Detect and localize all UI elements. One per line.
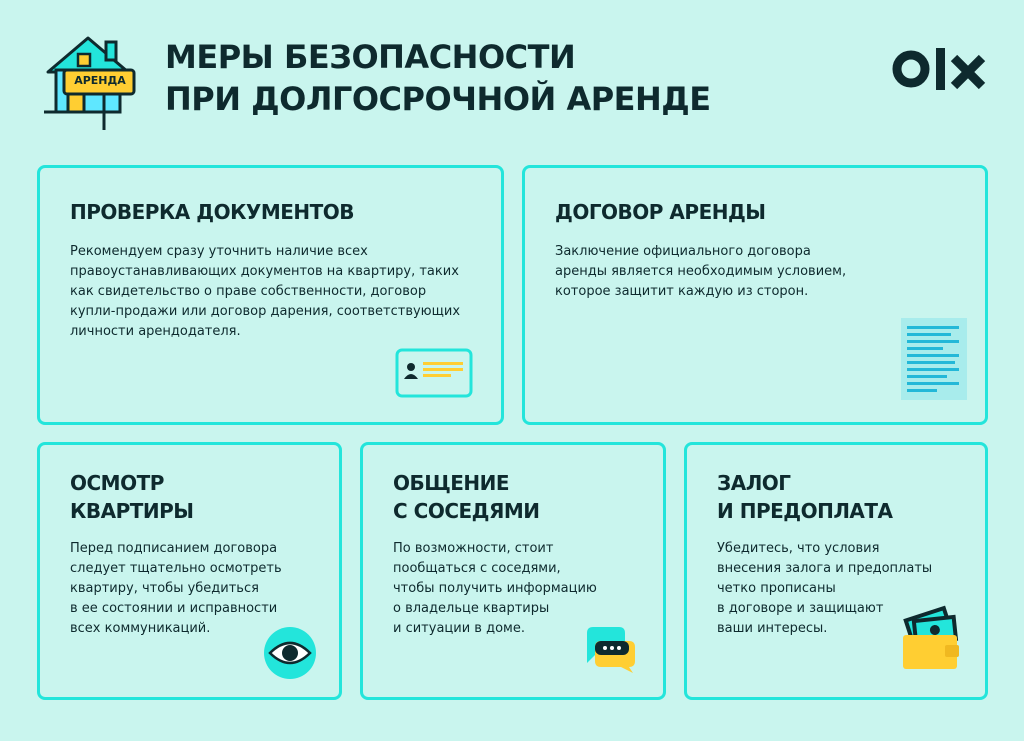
- card-text-line: пообщаться с соседями,: [393, 561, 561, 576]
- page-title-line-2: ПРИ ДОЛГОСРОЧНОЙ АРЕНДЕ: [165, 80, 711, 118]
- card-text-line: правоустанавливающих документов на квартиру, таких: [70, 264, 459, 279]
- card-text-line: о владельце квартиры: [393, 601, 550, 616]
- card-text: [70, 242, 460, 342]
- card-text-line: и ситуации в доме.: [393, 621, 525, 636]
- card-text-line: По возможности, стоит: [393, 541, 554, 556]
- wallet-money-icon: [901, 605, 963, 671]
- card-text-line: квартиру, чтобы убедиться: [70, 581, 259, 596]
- card-text-line: Рекомендуем сразу уточнить наличие всех: [70, 244, 368, 259]
- card-text-line: личности арендодателя.: [70, 324, 241, 339]
- card-heading-line: ОБЩЕНИЕ: [393, 471, 510, 495]
- page-title-line-1: МЕРЫ БЕЗОПАСНОСТИ: [165, 38, 576, 76]
- olx-logo-icon: [892, 46, 988, 92]
- card-text-line: которое защитит каждую из сторон.: [555, 284, 809, 299]
- card-deposit-prepayment: [684, 442, 988, 700]
- card-text-line: купли-продажи или договор дарения, соответствующих: [70, 304, 461, 319]
- id-card-icon: [395, 348, 473, 398]
- card-text-line: Перед подписанием договора: [70, 541, 278, 556]
- card-text: [393, 539, 597, 639]
- card-heading-line: И ПРЕДОПЛАТА: [717, 499, 893, 523]
- chat-bubbles-icon: [581, 623, 637, 675]
- page-title: [165, 36, 711, 120]
- card-text: [555, 242, 846, 302]
- card-heading: [393, 469, 540, 525]
- card-text-line: в договоре и защищают: [717, 601, 884, 616]
- card-heading-line: ОСМОТР: [70, 471, 164, 495]
- card-text-line: четко прописаны: [717, 581, 836, 596]
- eye-icon: [262, 625, 318, 681]
- card-heading-line: ЗАЛОГ: [717, 471, 791, 495]
- document-icon: [901, 318, 967, 400]
- card-heading-line: КВАРТИРЫ: [70, 499, 194, 523]
- card-text-line: внесения залога и предоплаты: [717, 561, 933, 576]
- card-text-line: следует тщательно осмотреть: [70, 561, 282, 576]
- card-text: [717, 539, 932, 639]
- card-document-check: [37, 165, 504, 425]
- card-heading: [717, 469, 893, 525]
- house-sign-label: АРЕНДА: [74, 74, 126, 87]
- card-talk-to-neighbors: [360, 442, 666, 700]
- card-heading: ПРОВЕРКА ДОКУМЕНТОВ: [70, 200, 355, 224]
- card-text-line: Заключение официального договора: [555, 244, 811, 259]
- card-text-line: как свидетельство о праве собственности, договор: [70, 284, 427, 299]
- card-text-line: ваши интересы.: [717, 621, 828, 636]
- card-text: [70, 539, 282, 639]
- card-heading: [70, 469, 194, 525]
- card-text-line: в ее состоянии и исправности: [70, 601, 278, 616]
- card-text-line: Убедитесь, что условия: [717, 541, 880, 556]
- card-text-line: чтобы получить информацию: [393, 581, 597, 596]
- card-apartment-inspection: [37, 442, 342, 700]
- card-text-line: аренды является необходимым условием,: [555, 264, 847, 279]
- card-heading: ДОГОВОР АРЕНДЫ: [555, 200, 766, 224]
- card-heading-line: С СОСЕДЯМИ: [393, 499, 540, 523]
- card-text-line: всех коммуникаций.: [70, 621, 211, 636]
- card-rental-contract: [522, 165, 988, 425]
